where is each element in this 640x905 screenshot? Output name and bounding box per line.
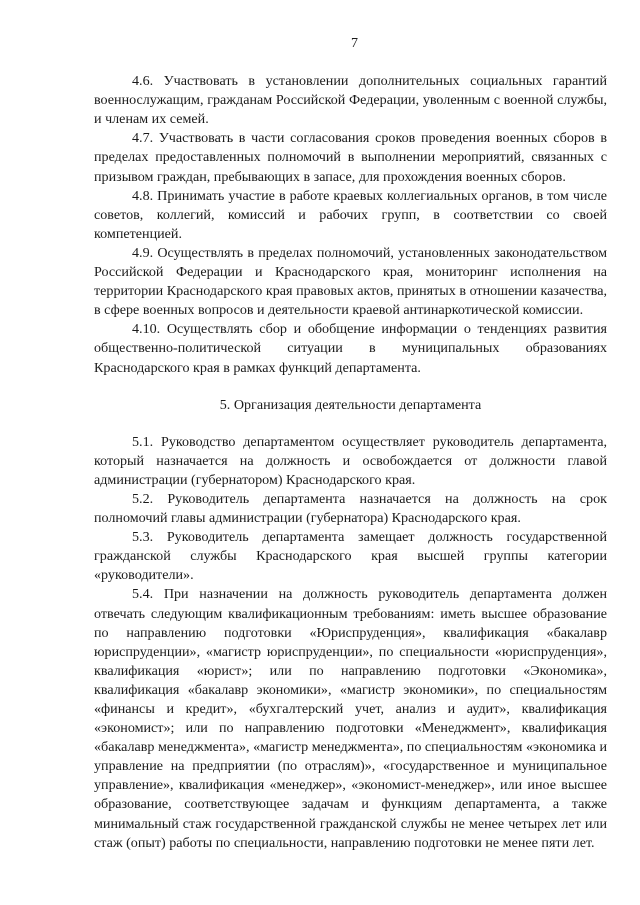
paragraph-5-3: 5.3. Руководитель департамента замещает должность государственной гражданской службы Краснодарского края высшей группы категории «руководители». — [94, 529, 607, 584]
section-heading: 5. Организация деятельности департамента — [219, 396, 482, 413]
paragraph-5-1: 5.1. Руководство департаментом осуществляет руководитель департамента, который назначается на должность и освобождается от должности главой администрации (губернатором) Краснодарского края. — [94, 433, 607, 488]
paragraph-4-9: 4.9. Осуществлять в пределах полномочий, установленных законодательством Российской Федерации и Краснодарского края, мониторинг исполнения на территории Краснодарского края правовых актов, принятых в отношении казачества, в сфере военных вопросов и деятельности краевой антинаркотической комиссии. — [94, 244, 607, 319]
page-number: 7 — [351, 36, 358, 51]
paragraph-4-6: 4.6. Участвовать в установлении дополнительных социальных гарантий военнослужащим, гражданам Российской Федерации, уволенным с военной службы, и членам их семей. — [94, 73, 607, 128]
paragraph-5-2: 5.2. Руководитель департамента назначается на должность на срок полномочий главы администрации (губернатора) Краснодарского края. — [94, 490, 607, 527]
paragraph-4-10: 4.10. Осуществлять сбор и обобщение информации о тенденциях развития общественно-политической ситуации в муниципальных образованиях Краснодарского края в рамках функций департамента. — [94, 321, 607, 376]
paragraph-5-4: 5.4. При назначении на должность руководитель департамента должен отвечать следующим квалификационным требованиям: иметь высшее образование по направлению подготовки «Юриспруденция», квалификация «бакалавр юриспруденции», «магистр юриспруденции», по специальности «юриспруденция», квалификация «юрист»; или по направлению подготовки «Экономика», квалификация «бакалавр экономики», «магистр экономики», по специальностям «финансы и кредит», «бухгалтерский учет, анализ и аудит», квалификация «экономист»; или по направлению подготовки «Менеджмент», квалификация «бакалавр менеджмента», «магистр менеджмента», по специальностям «экономика и управление на предприятии (по отраслям)», «государственное и муниципальное управление», квалификация «менеджер», «экономист-менеджер», или иное высшее образование, соответствующее задачам и функциям департамента, а также минимальный стаж государственной гражданской службы не менее четырех лет или стаж (опыт) работы по специальности, направлению подготовки не менее пяти лет. — [94, 586, 607, 851]
paragraph-4-7: 4.7. Участвовать в части согласования сроков проведения военных сборов в пределах предоставленных полномочий в выполнении мероприятий, связанных с призывом граждан, пребывающих в запасе, для прохождения военных сборов. — [94, 130, 607, 185]
paragraph-4-8: 4.8. Принимать участие в работе краевых коллегиальных органов, в том числе советов, коллегий, комиссий и рабочих групп, в соответствии со своей компетенцией. — [94, 187, 607, 242]
